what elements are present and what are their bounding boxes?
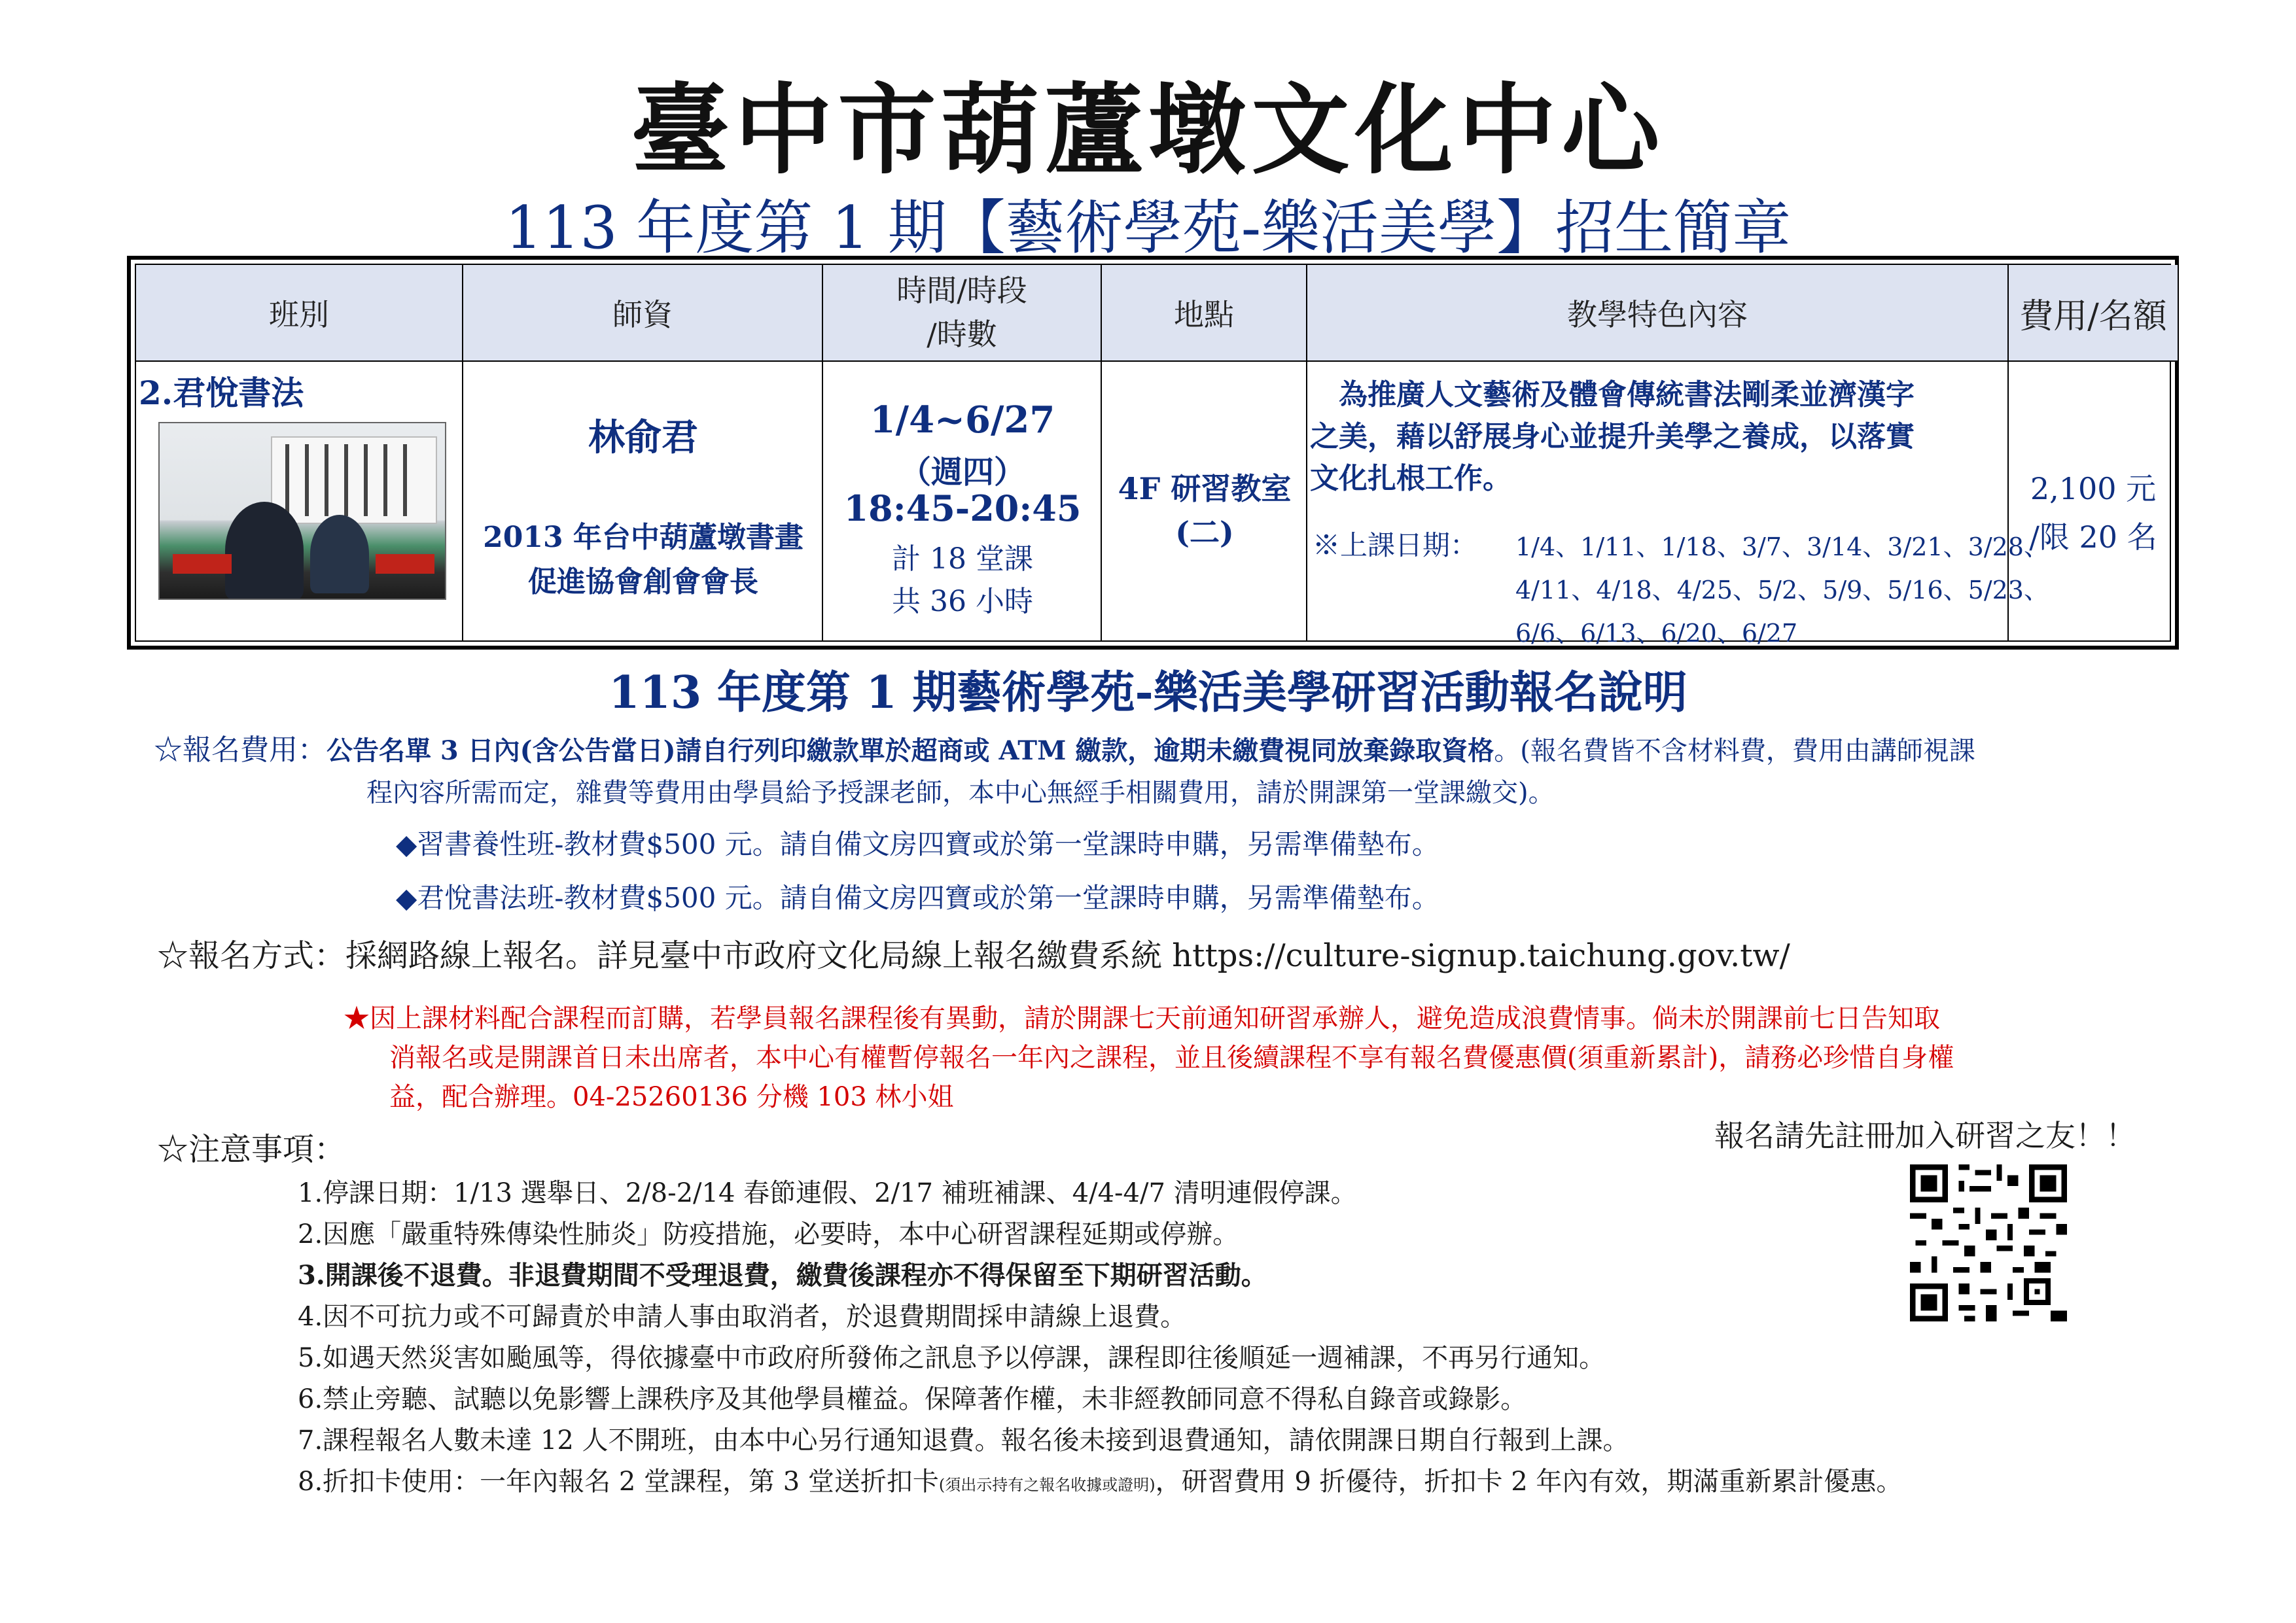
cell-teacher [463, 362, 823, 640]
warning-line1: ★因上課材料配合課程而訂購，若學員報名課程後有異動，請於開課七天前通知研習承辦人，避免造成浪費情事。倘未於開課前七日告知取 [344, 1003, 1940, 1034]
header-content: 教學特色內容 [1307, 265, 2009, 362]
cell-fee [2009, 362, 2178, 640]
note-item-8-tail: ，研習費用 9 折優待，折扣卡 2 年內有效，期滿重新累計優惠。 [1155, 1467, 1903, 1497]
dates-line1: 1/4、1/11、1/18、3/7、3/14、3/21、3/28、 [1515, 532, 2049, 561]
fee-paragraph-line2: 程內容所需而定，雜費等費用由學員給予授課老師，本中心無經手相關費用，請於開課第一堂課繳交)。 [366, 778, 1555, 808]
note-item-1: 1.停課日期：1/13 選舉日、2/8-2/14 春節連假、2/17 補班補課、4/4-4/7 清明連假停課。 [298, 1178, 1357, 1208]
content-line1: 為推廣人文藝術及體會傳統書法剛柔並濟漢字 [1310, 378, 1915, 411]
course-table [127, 256, 2179, 650]
main-title: 113 年度第 1 期【藝術學苑-樂活美學】招生簡章 [504, 194, 1792, 262]
class-name: 2.君悅書法 [139, 374, 304, 412]
cell-class [136, 362, 463, 640]
register-note: 報名請先註冊加入研習之友！！ [1714, 1118, 2136, 1153]
fee-rest-text: 。(報名費皆不含材料費，費用由講師視課 [1494, 736, 1975, 766]
location-number: (二) [1175, 515, 1234, 550]
time-slot: 18:45-20:45 [843, 487, 1082, 529]
warning-line2: 消報名或是開課首日未出席者，本中心有權暫停報名一年內之課程，並且後續課程不享有報名費優惠價(須重新累計)，請務必珍惜自身權 [389, 1043, 1954, 1073]
note-item-8-small: (須出示持有之報名收據或證明) [938, 1476, 1156, 1494]
content-line3: 文化扎根工作。 [1310, 462, 1511, 495]
header-location: 地點 [1102, 265, 1307, 362]
total-hours: 共 36 小時 [892, 585, 1033, 618]
quota: /限 20 名 [2029, 519, 2157, 555]
note-item-4: 4.因不可抗力或不可歸責於申請人事由取消者，於退費期間採申請線上退費。 [298, 1302, 1187, 1332]
cell-time [823, 362, 1102, 640]
qr-code[interactable] [1900, 1164, 2077, 1321]
signup-method: ☆報名方式：採網路線上報名。詳見臺中市政府文化局線上報名繳費系統 https://culture-signup.taichung.gov.tw/ [157, 937, 1790, 974]
weekday: （週四） [899, 454, 1025, 491]
teacher-bio-line2: 促進協會創會會長 [528, 565, 758, 599]
session-count: 計 18 堂課 [892, 542, 1033, 576]
header-class: 班別 [136, 265, 463, 362]
signup-section-title: 113 年度第 1 期藝術學苑-樂活美學研習活動報名說明 [609, 667, 1687, 719]
content-line2: 之美，藉以舒展身心並提升美學之養成，以落實 [1310, 420, 1915, 453]
cell-location [1102, 362, 1307, 640]
note-item-7: 7.課程報名人數未達 12 人不開班，由本中心另行通知退費。報名後未接到退費通知，請依開課日期自行報到上課。 [298, 1425, 1629, 1456]
header-teacher: 師資 [463, 265, 823, 362]
note-item-8-main: 8.折扣卡使用：一年內報名 2 堂課程，第 3 堂送折扣卡 [298, 1467, 939, 1497]
note-item-5: 5.如遇天然災害如颱風等，得依據臺中市政府所發佈之訊息予以停課，課程即往後順延一週補課，不再另行通知。 [298, 1343, 1606, 1373]
note-item-6: 6.禁止旁聽、試聽以免影響上課秩序及其他學員權益。保障著作權，未非經教師同意不得私自錄音或錄影。 [298, 1384, 1527, 1414]
date-range: 1/4~6/27 [870, 398, 1055, 442]
notes-title: ☆注意事項： [157, 1131, 346, 1168]
note-item-3: 3.開課後不退費。非退費期間不受理退費，繳費後課程亦不得保留至下期研習活動。 [298, 1260, 1267, 1291]
fee-label: ☆報名費用： [154, 733, 327, 767]
header-time: 時間/時段 /時數 [823, 265, 1102, 362]
fee-amount: 2,100 元 [2030, 471, 2157, 506]
note-item-8 [298, 1461, 1902, 1498]
dates-label: ※上課日期： [1313, 529, 1478, 561]
material-fee-2: ◆君悅書法班-教材費$500 元。請自備文房四寶或於第一堂課時申購，另需準備墊布。 [396, 882, 1439, 914]
note-item-2: 2.因應「嚴重特殊傳染性肺炎」防疫措施，必要時，本中心研習課程延期或停辦。 [298, 1219, 1239, 1249]
course-table-inner [135, 264, 2171, 648]
fee-paragraph [154, 726, 1975, 768]
warning-line3: 益，配合辦理。04-25260136 分機 103 林小姐 [389, 1082, 954, 1112]
cell-content [1307, 362, 2049, 648]
dates-line2: 4/11、4/18、4/25、5/2、5/9、5/16、5/23、 [1515, 576, 2049, 604]
org-title: 臺中市葫蘆墩文化中心 [631, 73, 1665, 188]
location-room: 4F 研習教室 [1118, 471, 1292, 506]
dates-line3: 6/6、6/13、6/20、6/27 [1515, 619, 1798, 648]
fee-bold-text: 公告名單 3 日內(含公告當日)請自行列印繳款單於超商或 ATM 繳款，逾期未繳費視同放棄錄取資格 [327, 735, 1494, 766]
teacher-bio-line1: 2013 年台中葫蘆墩書畫 [483, 521, 804, 554]
class-photo [158, 422, 446, 600]
teacher-name: 林俞君 [588, 416, 698, 459]
header-fee: 費用/名額 [2009, 265, 2178, 362]
material-fee-1: ◆習書養性班-教材費$500 元。請自備文房四寶或於第一堂課時申購，另需準備墊布。 [396, 828, 1439, 860]
